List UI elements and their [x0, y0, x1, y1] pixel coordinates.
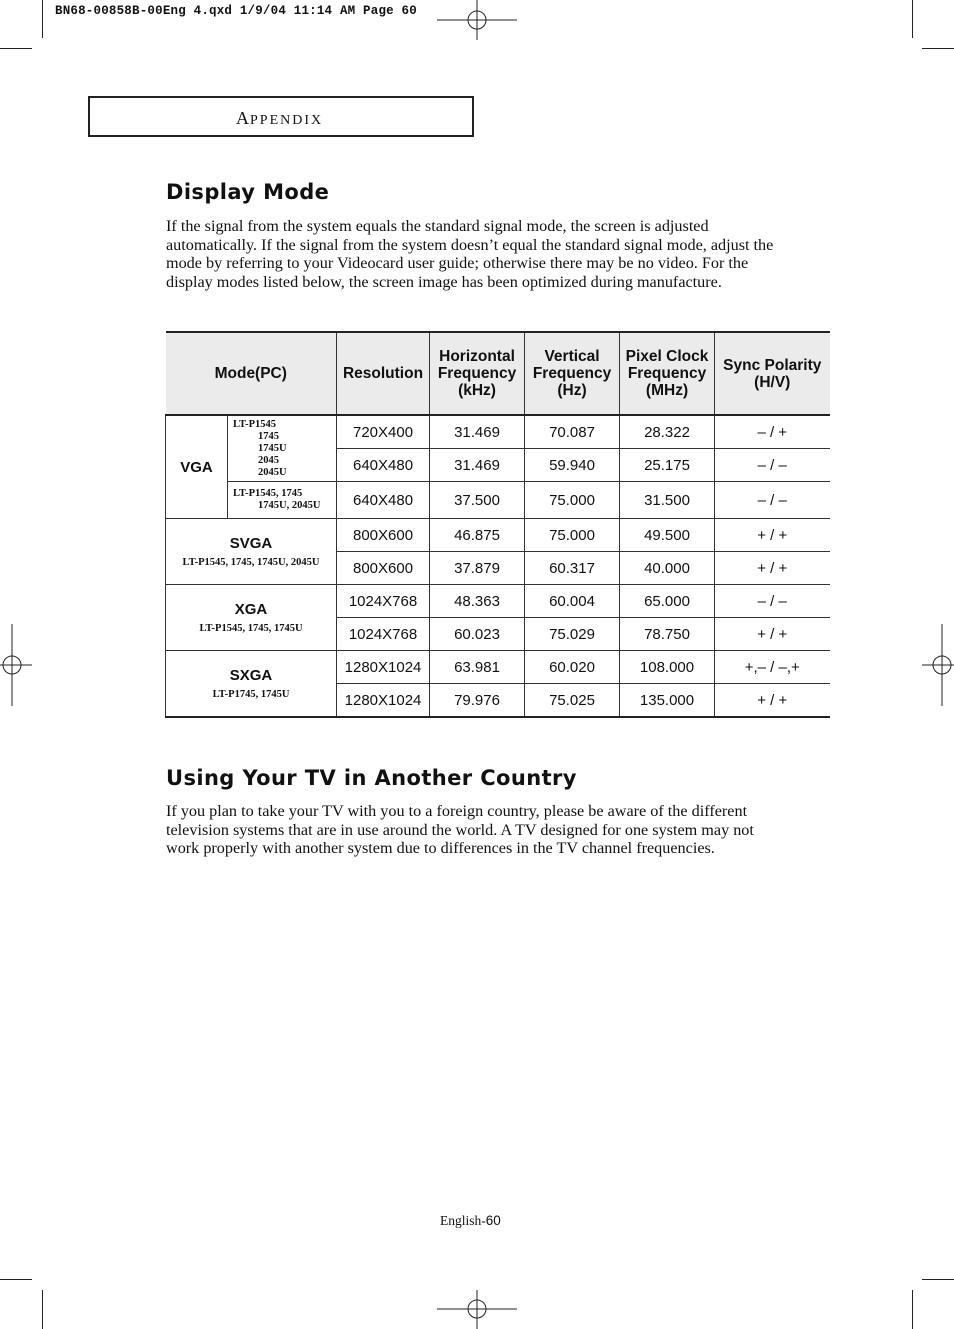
cell-resolution: 1024X768 — [337, 585, 430, 618]
cell-pixel: 135.000 — [620, 684, 715, 718]
cell-sync: + / + — [715, 684, 830, 718]
cell-resolution: 1280X1024 — [337, 651, 430, 684]
crop-mark — [42, 0, 43, 38]
crop-mark — [0, 1279, 32, 1280]
crop-mark — [912, 0, 913, 38]
cell-pixel: 78.750 — [620, 618, 715, 651]
cell-hfreq: 46.875 — [430, 519, 525, 552]
cell-vfreq: 75.000 — [525, 482, 620, 519]
cell-vfreq: 60.020 — [525, 651, 620, 684]
crop-mark — [42, 1290, 43, 1329]
cell-sync: + / + — [715, 552, 830, 585]
cell-hfreq: 63.981 — [430, 651, 525, 684]
table-row — [166, 415, 830, 449]
cell-hfreq: 37.500 — [430, 482, 525, 519]
cell-pixel: 108.000 — [620, 651, 715, 684]
cell-sync: + / + — [715, 519, 830, 552]
display-mode-table — [165, 331, 830, 718]
cell-hfreq: 31.469 — [430, 449, 525, 482]
cell-pixel: 40.000 — [620, 552, 715, 585]
cell-vfreq: 60.317 — [525, 552, 620, 585]
cell-pixel: 25.175 — [620, 449, 715, 482]
header-pixel-clock: Pixel Clock Frequency (MHz) — [620, 332, 715, 415]
cell-vfreq: 75.025 — [525, 684, 620, 718]
section-header-box — [88, 96, 474, 137]
table-row — [166, 482, 830, 519]
display-mode-paragraph: If the signal from the system equals the standard signal mode, the screen is adjusted automatically. If the signal from the system doesn’t equal the standard signal mode, adjust the mode by referring to your Videocard user guide; otherwise there may be no video. For the display modes listed below, the screen image has been optimized during manufacture. — [166, 217, 774, 292]
registration-mark-icon — [437, 1290, 517, 1329]
cell-vfreq: 59.940 — [525, 449, 620, 482]
cell-hfreq: 31.469 — [430, 415, 525, 449]
cell-resolution: 1024X768 — [337, 618, 430, 651]
cell-hfreq: 60.023 — [430, 618, 525, 651]
cell-resolution: 720X400 — [337, 415, 430, 449]
crop-mark — [912, 1290, 913, 1329]
cell-vfreq: 75.000 — [525, 519, 620, 552]
cell-resolution: 640X480 — [337, 482, 430, 519]
group-svga: SVGA LT-P1545, 1745, 1745U, 2045U — [166, 519, 337, 585]
cell-hfreq: 79.976 — [430, 684, 525, 718]
vga-models-b: LT-P1545, 1745 1745U, 2045U — [228, 482, 337, 519]
registration-mark-icon — [437, 0, 517, 40]
group-vga: VGA — [166, 415, 228, 519]
cell-sync: – / – — [715, 482, 830, 519]
cell-vfreq: 60.004 — [525, 585, 620, 618]
registration-mark-icon — [922, 624, 954, 706]
cell-sync: – / + — [715, 415, 830, 449]
table-row — [166, 651, 830, 684]
cell-sync: + / + — [715, 618, 830, 651]
cell-hfreq: 37.879 — [430, 552, 525, 585]
cell-resolution: 800X600 — [337, 552, 430, 585]
cell-pixel: 65.000 — [620, 585, 715, 618]
group-sxga: SXGA LT-P1745, 1745U — [166, 651, 337, 718]
header-sync-polarity: Sync Polarity (H/V) — [715, 332, 830, 415]
header-resolution: Resolution — [337, 332, 430, 415]
cell-resolution: 640X480 — [337, 449, 430, 482]
header-horizontal-frequency: Horizontal Frequency (kHz) — [430, 332, 525, 415]
cell-pixel: 28.322 — [620, 415, 715, 449]
another-country-title: Using Your TV in Another Country — [166, 766, 577, 790]
header-mode: Mode(PC) — [166, 332, 337, 415]
cell-pixel: 31.500 — [620, 482, 715, 519]
cell-sync: – / – — [715, 585, 830, 618]
group-xga: XGA LT-P1545, 1745, 1745U — [166, 585, 337, 651]
crop-mark — [0, 48, 32, 49]
vga-models-a: LT-P1545 1745 1745U 2045 2045U — [228, 415, 337, 482]
table-row — [166, 585, 830, 618]
section-label: APPENDIX — [236, 108, 324, 128]
header-vertical-frequency: Vertical Frequency (Hz) — [525, 332, 620, 415]
table-header-row — [166, 332, 830, 415]
crop-mark — [922, 1279, 954, 1280]
cell-hfreq: 48.363 — [430, 585, 525, 618]
display-mode-title: Display Mode — [166, 180, 330, 204]
cell-resolution: 1280X1024 — [337, 684, 430, 718]
cell-pixel: 49.500 — [620, 519, 715, 552]
page-footer: English-60 — [440, 1213, 501, 1228]
cell-resolution: 800X600 — [337, 519, 430, 552]
print-slug: BN68-00858B-00Eng 4.qxd 1/9/04 11:14 AM Page 60 — [55, 4, 417, 18]
registration-mark-icon — [0, 624, 32, 706]
table-row — [166, 519, 830, 552]
cell-vfreq: 75.029 — [525, 618, 620, 651]
cell-sync: +,– / –,+ — [715, 651, 830, 684]
cell-sync: – / – — [715, 449, 830, 482]
cell-vfreq: 70.087 — [525, 415, 620, 449]
crop-mark — [922, 48, 954, 49]
another-country-paragraph: If you plan to take your TV with you to a foreign country, please be aware of the different television systems that are in use around the world. A TV designed for one system may not work properly with another system due to differences in the TV channel frequencies. — [166, 802, 754, 858]
